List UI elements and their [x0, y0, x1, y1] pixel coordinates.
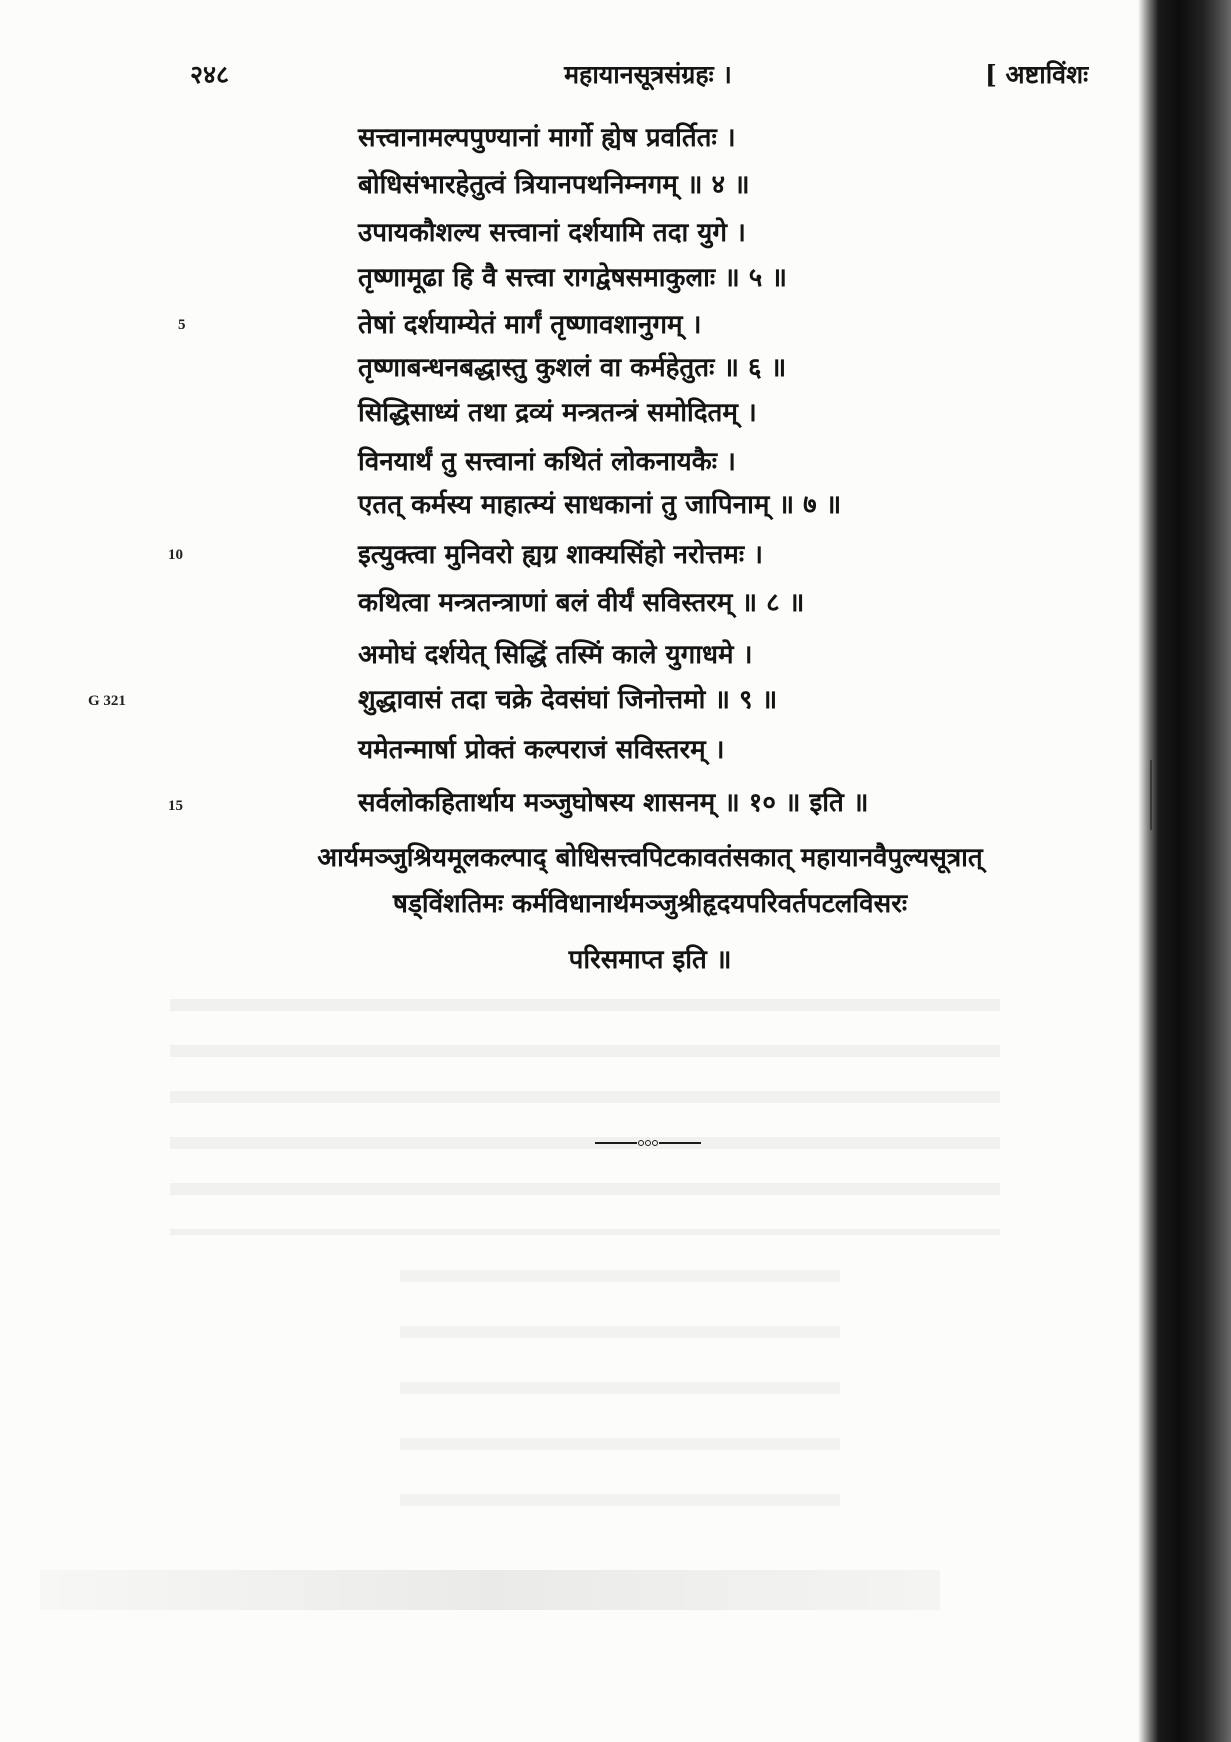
running-title: महायानसूत्रसंग्रहः ।	[564, 60, 732, 89]
verse-line: सिद्धिसाध्यं तथा द्रव्यं मन्त्रतन्त्रं समोदितम् ।	[358, 398, 757, 428]
line-number-margin: 5	[178, 317, 186, 333]
colophon-line: आर्यमञ्जुश्रियमूलकल्पाद् बोधिसत्त्वपिटकावतंसकात् महायानवैपुल्यसूत्रात्	[317, 843, 983, 873]
verse-line: यमेतन्मार्षा प्रोक्तं कल्पराजं सविस्तरम् ।	[358, 735, 725, 765]
chapter-label: [ अष्टाविंशः	[985, 60, 1089, 89]
verse-line: तृष्णाबन्धनबद्धास्तु कुशलं वा कर्महेतुतः ॥ ६ ॥	[358, 353, 787, 383]
verse-line: इत्युक्त्वा मुनिवरो ह्यग्र शाक्यसिंहो नरोत्तमः ।	[358, 540, 763, 570]
verse-line: सर्वलोकहितार्थाय मञ्जुघोषस्य शासनम् ॥ १० ॥ इति ॥	[358, 788, 869, 818]
colophon-line: षड्विंशतिमः कर्मविधानार्थमञ्जुश्रीहृदयपरिवर्तपटलविसरः	[392, 889, 908, 919]
divider-rule-right	[659, 1142, 701, 1144]
verse-line: बोधिसंभारहेतुत्वं त्रियानपथनिम्नगम् ॥ ४ ॥	[358, 170, 750, 200]
ornamental-divider	[595, 1138, 701, 1148]
page-number: २४८	[190, 60, 230, 89]
verse-line: तृष्णामूढा हि वै सत्त्वा रागद्वेषसमाकुलाः ॥ ५ ॥	[358, 263, 787, 293]
divider-ornament-dot	[652, 1140, 658, 1146]
verse-line: विनयार्थं तु सत्त्वानां कथितं लोकनायकैः ।	[358, 447, 736, 477]
bleed-through-texture	[40, 1570, 940, 1610]
bleed-through-texture	[170, 985, 1000, 1235]
verse-line: अमोघं दर्शयेत् सिद्धिं तस्मिं काले युगाधमे ।	[358, 640, 753, 670]
verse-line: तेषां दर्शयाम्येतं मार्गं तृष्णावशानुगम् ।	[358, 310, 702, 340]
bleed-through-texture	[400, 1250, 840, 1540]
verse-line: एतत् कर्मस्य माहात्म्यं साधकानां तु जापिनाम् ॥ ७ ॥	[358, 490, 842, 520]
book-binding-shadow	[1138, 0, 1231, 1742]
verse-line: शुद्धावासं तदा चक्रे देवसंघां जिनोत्तमो ॥ ९ ॥	[358, 685, 778, 715]
line-number-margin: 10	[168, 547, 183, 563]
manuscript-folio-reference: G 321	[88, 693, 126, 709]
divider-ornament-dot	[645, 1140, 651, 1146]
verse-line: कथित्वा मन्त्रतन्त्राणां बलं वीर्यं सविस्तरम् ॥ ८ ॥	[358, 588, 805, 618]
colophon-line: परिसमाप्त इति ॥	[568, 945, 732, 975]
verse-line: उपायकौशल्य सत्त्वानां दर्शयामि तदा युगे ।	[358, 218, 746, 248]
divider-rule-left	[595, 1142, 637, 1144]
divider-ornament-dot	[638, 1140, 644, 1146]
verse-line: सत्त्वानामल्पपुण्यानां मार्गो ह्येष प्रवर्तितः ।	[358, 123, 736, 153]
line-number-margin: 15	[168, 798, 183, 814]
